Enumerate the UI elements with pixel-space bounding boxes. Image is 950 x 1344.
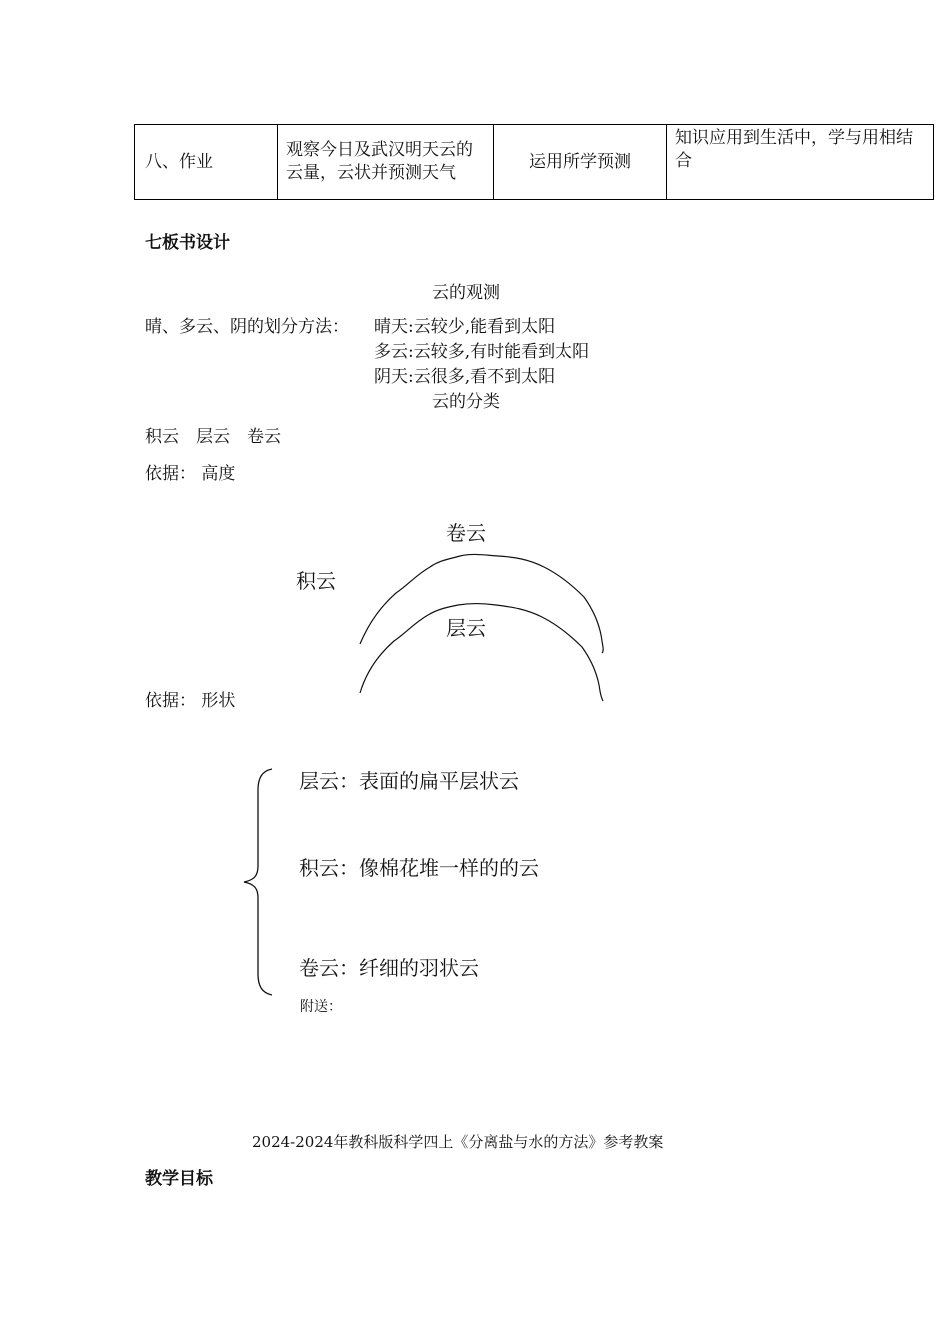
left-brace [240, 766, 276, 998]
brace-item-stratus: 层云：表面的扁平层状云 [299, 769, 519, 793]
basis-height: 依据： 高度 [145, 464, 236, 484]
brace-item-cirrus: 卷云：纤细的羽状云 [299, 956, 479, 980]
teaching-goal-heading: 教学目标 [145, 1169, 213, 1189]
cumulus-label: 积云 [296, 569, 336, 593]
purpose-cell: 知识应用到生活中，学与用相结合 [667, 125, 934, 200]
step-cell: 八、作业 [135, 125, 278, 200]
sunny-line: 晴天:云较少,能看到太阳 [374, 317, 556, 337]
appendix-label: 附送： [300, 999, 342, 1015]
brace-item-cumulus: 积云：像棉花堆一样的的云 [299, 856, 539, 880]
cloud-types: 积云 层云 卷云 [145, 427, 281, 447]
method-label: 晴、多云、阴的划分方法： [145, 317, 349, 337]
cloud-arcs-diagram [350, 545, 620, 710]
observation-title: 云的观测 [432, 283, 500, 303]
classify-title: 云的分类 [432, 392, 500, 412]
activity-cell: 运用所学预测 [494, 125, 667, 200]
overcast-line: 阴天:云很多,看不到太阳 [374, 367, 556, 387]
lower-arc [360, 604, 603, 702]
basis-shape: 依据： 形状 [145, 691, 236, 711]
board-design-heading: 七板书设计 [145, 233, 230, 253]
content-cell: 观察今日及武汉明天云的云量，云状并预测天气 [278, 125, 494, 200]
next-doc-title: 2024-2024年教科版科学四上《分离盐与水的方法》参考教案 [252, 1133, 664, 1151]
cirrus-label: 卷云 [446, 521, 486, 545]
stratus-label: 层云 [446, 616, 486, 640]
cloudy-line: 多云:云较多,有时能看到太阳 [374, 342, 590, 362]
table-row [135, 125, 934, 200]
homework-table [134, 124, 934, 200]
